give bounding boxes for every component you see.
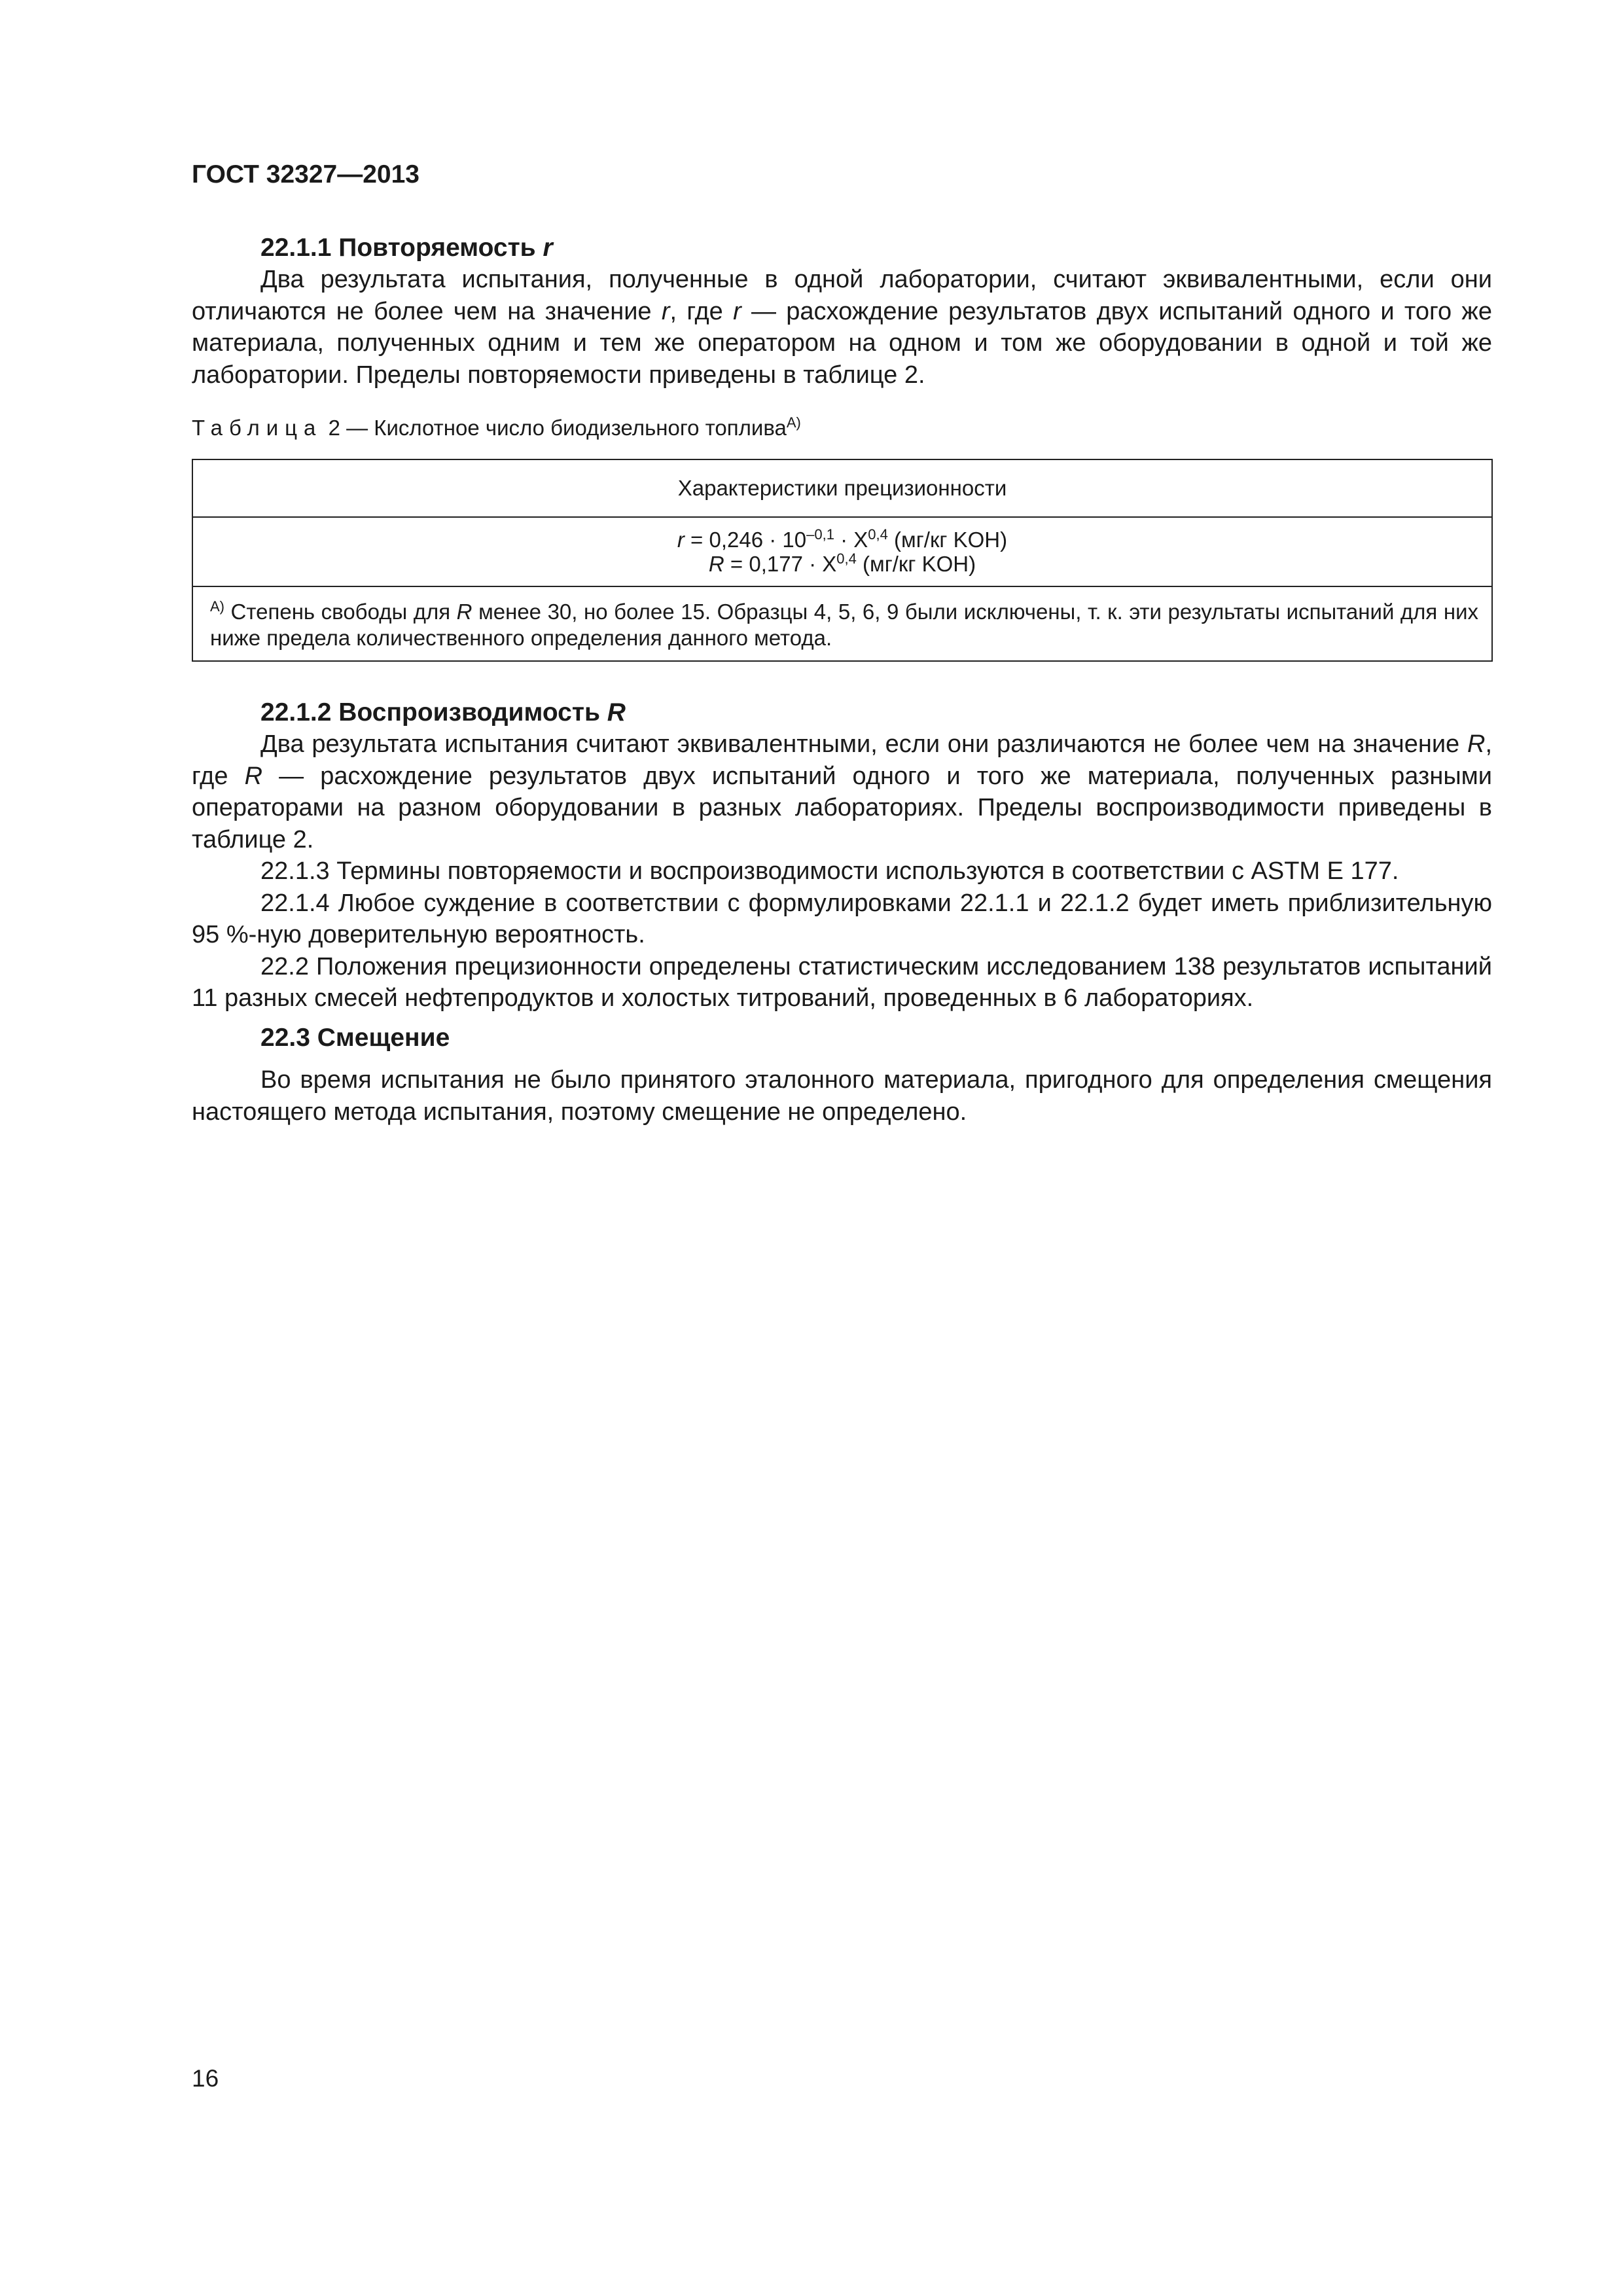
- table-caption-label: Таблица: [192, 416, 323, 440]
- repeatability-paragraph: Два результата испытания, полученные в одной лаборатории, считают эквивалентными, если они отличаются не более чем на значение r, где r — расхождение результатов двух испытаний одного и того же материала, полученных одним и тем же оператором на одном и том же оборудовании в одной и той же лаборатории. Пределы повторяемости приведены в таблице 2.: [192, 266, 1492, 389]
- table-caption: [192, 415, 801, 441]
- table-formula-row: [192, 517, 1492, 586]
- paragraph-22-1-3: 22.1.3 Термины повторяемости и воспроизводимости используются в соответствии с ASTM E 177.: [260, 857, 1399, 885]
- table-caption-text: 2 — Кислотное число биодизельного топлива: [328, 416, 787, 440]
- heading-symbol: R: [607, 698, 626, 726]
- table-header-row: [192, 459, 1492, 517]
- precision-table: [192, 459, 1493, 662]
- heading-text: Повторяемость: [338, 234, 536, 262]
- section-heading-22-3: 22.3 Смещение: [260, 1024, 450, 1052]
- heading-number: 22.1.1: [260, 234, 332, 262]
- table-footnote-row: [192, 586, 1492, 661]
- formula-cell: [192, 517, 1492, 586]
- section-heading-22-1-2: [192, 697, 1492, 728]
- section-heading-22-1-1: [192, 232, 1492, 264]
- formula-reproducibility: R = 0,177 · X$^{0,4}$ (мг/кг KOH): [708, 550, 976, 576]
- formula-repeatability: $r = 0,246 \cdot 10^{-0,1} \cdot X^{0,4}$ (мг/кг KOH): [677, 526, 1008, 552]
- paragraph-22-1-4: 22.1.4 Любое суждение в соответствии с формулировками 22.1.1 и 22.1.2 будет иметь приблизительную 95 %-ную доверительную вероятность.: [192, 889, 1492, 948]
- footnote-marker: A): [786, 414, 801, 431]
- table-footnote: $^{A)}$ Степень свободы для R менее 30, но более 15. Образцы 4, 5, 6, 9 были исключены, т. к. эти результаты испытаний для них ниже предела количественного определения данного метода.: [192, 586, 1492, 661]
- table-header-cell: Характеристики прецизионности: [192, 459, 1492, 517]
- heading-number: 22.1.2: [260, 698, 332, 726]
- document-code: ГОСТ 32327—2013: [192, 160, 419, 188]
- section-22-1-1: [192, 232, 1492, 391]
- heading-symbol: r: [543, 234, 553, 262]
- bias-paragraph: Во время испытания не было принятого эталонного материала, пригодного для определения смещения настоящего метода испытания, поэтому смещение не определено.: [192, 1066, 1492, 1126]
- footnote-mark: A): [210, 598, 224, 615]
- heading-text: Воспроизводимость: [338, 698, 600, 726]
- section-22-3: [192, 1022, 1492, 1128]
- section-22-1-2: [192, 697, 1492, 1014]
- reproducibility-paragraph: Два результата испытания считают эквивалентными, если они различаются не более чем на значение R, где R — расхождение результатов двух испытаний одного и того же материала, полученных разными операторами на разном оборудовании в разных лабораториях. Пределы воспроизводимости приведены в таблице 2.: [192, 730, 1492, 853]
- paragraph-22-2: 22.2 Положения прецизионности определены статистическим исследованием 138 результатов испытаний 11 разных смесей нефтепродуктов и холостых титрований, проведенных в 6 лабораториях.: [192, 952, 1492, 1012]
- page-number: 16: [192, 2065, 219, 2092]
